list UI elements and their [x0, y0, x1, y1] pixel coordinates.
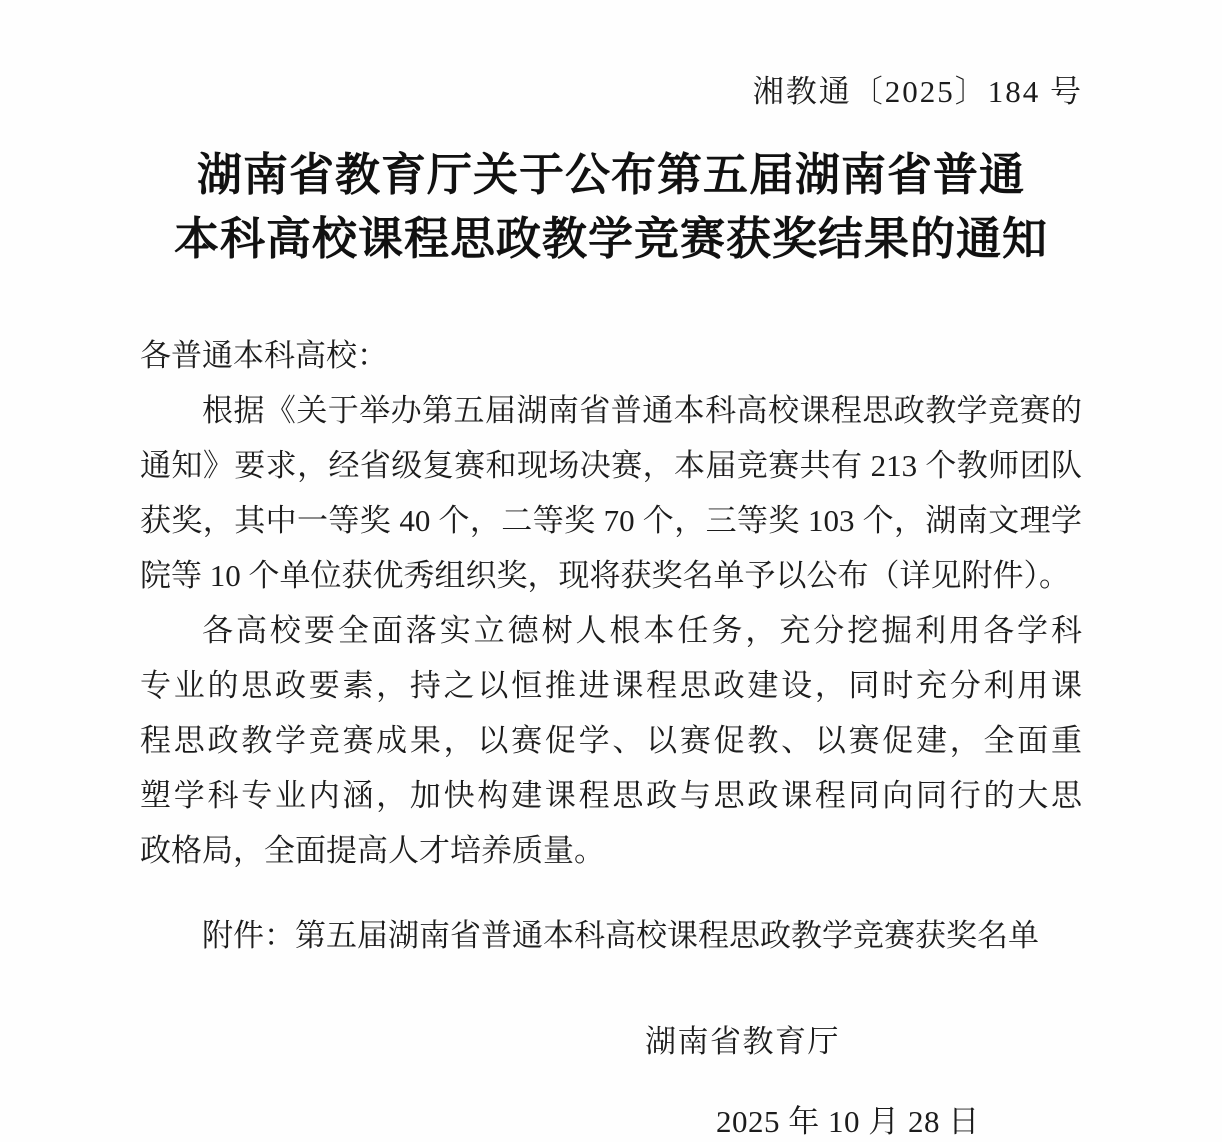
body-line: 根据《关于举办第五届湖南省普通本科高校课程思政教学竞赛的: [202, 393, 1082, 428]
salutation: 各普通本科高校：: [140, 338, 388, 373]
issuer-signature: 湖南省教育厅: [645, 1024, 840, 1059]
document-title-line-2: 本科高校课程思政教学竞赛获奖结果的通知: [173, 214, 1048, 264]
body-line: 专业的思政要素，持之以恒推进课程思政建设，同时充分利用课: [140, 668, 1082, 703]
attachment-line: 附件：第五届湖南省普通本科高校课程思政教学竞赛获奖名单: [202, 918, 1039, 953]
body-line: 政格局，全面提高人才培养质量。: [140, 833, 605, 868]
body-line: 程思政教学竞赛成果，以赛促学、以赛促教、以赛促建，全面重: [140, 723, 1082, 758]
body-line: 通知》要求，经省级复赛和现场决赛，本届竞赛共有 213 个教师团队: [140, 448, 1082, 483]
document-body: [140, 328, 1082, 878]
document-title: [0, 143, 1222, 271]
body-line: 各高校要全面落实立德树人根本任务，充分挖掘利用各学科: [202, 613, 1082, 648]
document-title-line-1: 湖南省教育厅关于公布第五届湖南省普通: [196, 150, 1025, 200]
body-line: 塑学科专业内涵，加快构建课程思政与思政课程同向同行的大思: [140, 778, 1082, 813]
body-line: 院等 10 个单位获优秀组织奖，现将获奖名单予以公布（详见附件）。: [140, 558, 1070, 593]
document-reference-number: 湘教通〔2025〕184 号: [752, 74, 1083, 109]
body-line: 获奖，其中一等奖 40 个，二等奖 70 个，三等奖 103 个，湖南文理学: [140, 503, 1082, 538]
issue-date: 2025 年 10 月 28 日: [716, 1104, 980, 1139]
